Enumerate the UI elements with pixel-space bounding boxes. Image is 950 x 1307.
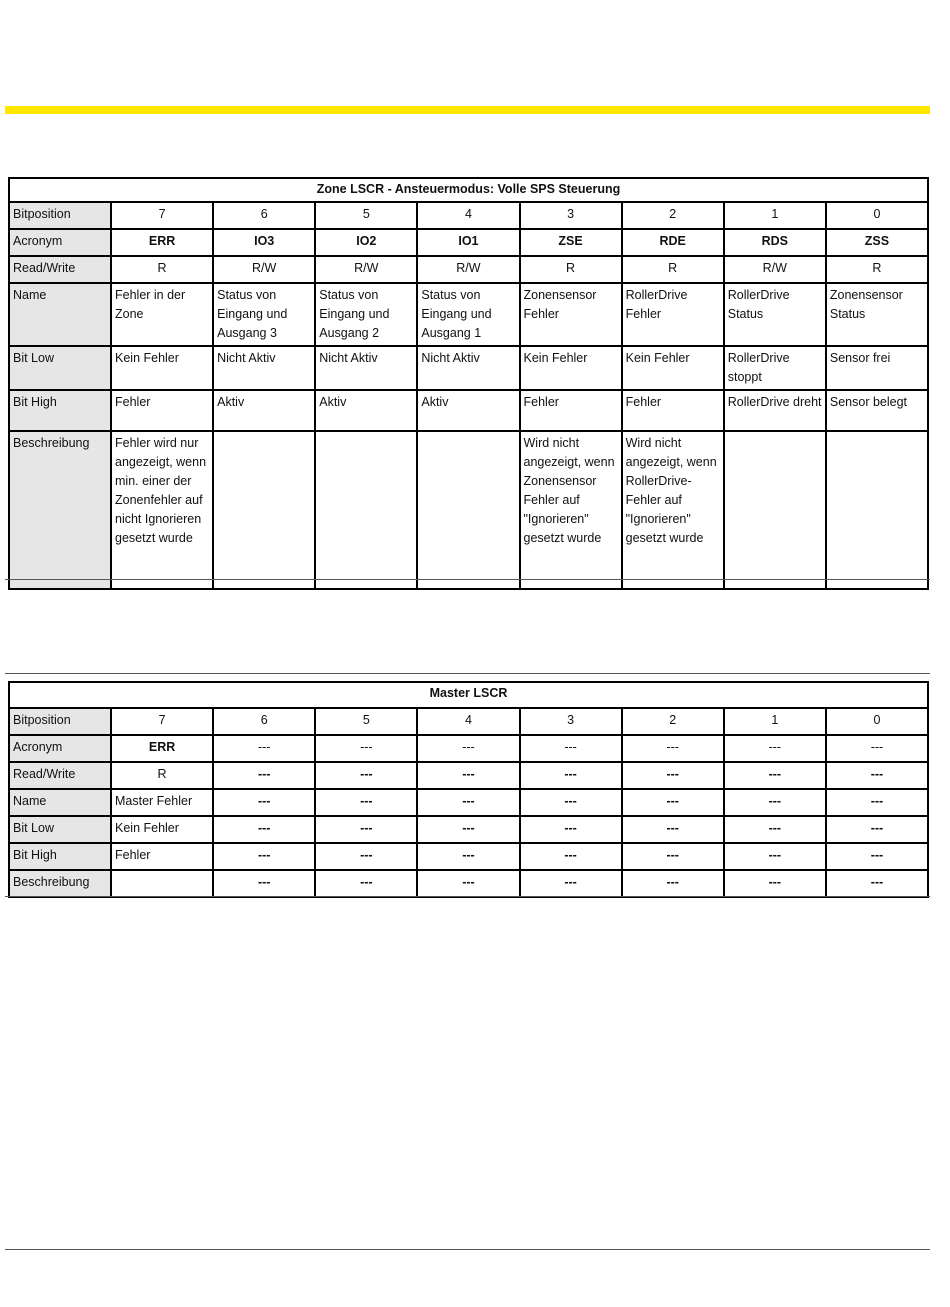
bit-high-cell: RollerDrive dreht bbox=[724, 390, 826, 431]
table-row bbox=[9, 816, 928, 843]
acronym-cell: ZSS bbox=[826, 229, 928, 256]
bit-low-cell: Nicht Aktiv bbox=[315, 346, 417, 390]
bitposition-cell: 5 bbox=[315, 708, 417, 735]
bitposition-cell: 0 bbox=[826, 202, 928, 229]
empty-cell: --- bbox=[724, 870, 826, 897]
zone-lscr-table bbox=[8, 177, 929, 590]
read-write-cell: R/W bbox=[315, 256, 417, 283]
master-lscr-table bbox=[8, 681, 929, 898]
bit-high-cell: Aktiv bbox=[213, 390, 315, 431]
read-write-cell: R/W bbox=[724, 256, 826, 283]
empty-cell: --- bbox=[520, 816, 622, 843]
read-write-cell: R/W bbox=[417, 256, 519, 283]
read-write-cell: R bbox=[111, 256, 213, 283]
empty-cell: --- bbox=[622, 735, 724, 762]
bitposition-cell: 3 bbox=[520, 202, 622, 229]
acronym-cell: ZSE bbox=[520, 229, 622, 256]
table-title: Zone LSCR - Ansteuermodus: Volle SPS Steuerung bbox=[9, 178, 928, 202]
table-row bbox=[9, 843, 928, 870]
table-row bbox=[9, 708, 928, 735]
bit-low-cell: Kein Fehler bbox=[622, 346, 724, 390]
bitposition-cell: 5 bbox=[315, 202, 417, 229]
table-row bbox=[9, 202, 928, 229]
read-write-cell: R bbox=[622, 256, 724, 283]
table-row bbox=[9, 431, 928, 589]
beschreibung-cell bbox=[213, 431, 315, 589]
empty-cell: --- bbox=[622, 843, 724, 870]
row-label: Acronym bbox=[9, 735, 111, 762]
empty-cell: --- bbox=[315, 843, 417, 870]
title-row bbox=[9, 178, 928, 202]
empty-cell: --- bbox=[315, 789, 417, 816]
acronym-cell: RDS bbox=[724, 229, 826, 256]
bit-low-cell: Kein Fehler bbox=[111, 346, 213, 390]
table-title: Master LSCR bbox=[9, 682, 928, 708]
acronym-cell: IO1 bbox=[417, 229, 519, 256]
bitposition-cell: 1 bbox=[724, 202, 826, 229]
empty-cell: --- bbox=[315, 870, 417, 897]
table-row bbox=[9, 256, 928, 283]
bit-low-cell: Nicht Aktiv bbox=[213, 346, 315, 390]
table-row bbox=[9, 229, 928, 256]
empty-cell: --- bbox=[417, 870, 519, 897]
divider bbox=[5, 673, 930, 674]
acronym-cell: RDE bbox=[622, 229, 724, 256]
empty-cell: --- bbox=[826, 762, 928, 789]
empty-cell: --- bbox=[417, 735, 519, 762]
acronym-cell: IO3 bbox=[213, 229, 315, 256]
empty-cell: --- bbox=[315, 816, 417, 843]
read-write-cell: R bbox=[111, 762, 213, 789]
accent-bar bbox=[5, 106, 930, 114]
row-label: Bit High bbox=[9, 843, 111, 870]
empty-cell: --- bbox=[826, 816, 928, 843]
name-cell: Status von Eingang und Ausgang 3 bbox=[213, 283, 315, 346]
footer-divider bbox=[5, 1249, 930, 1250]
bit-high-cell: Sensor belegt bbox=[826, 390, 928, 431]
name-cell: Fehler in der Zone bbox=[111, 283, 213, 346]
empty-cell: --- bbox=[826, 870, 928, 897]
beschreibung-cell bbox=[111, 870, 213, 897]
row-label: Bit Low bbox=[9, 816, 111, 843]
bit-high-cell: Fehler bbox=[520, 390, 622, 431]
empty-cell: --- bbox=[213, 816, 315, 843]
empty-cell: --- bbox=[520, 843, 622, 870]
empty-cell: --- bbox=[724, 843, 826, 870]
name-cell: Zonensensor Status bbox=[826, 283, 928, 346]
empty-cell: --- bbox=[213, 735, 315, 762]
row-label: Name bbox=[9, 283, 111, 346]
acronym-cell: ERR bbox=[111, 735, 213, 762]
row-label: Name bbox=[9, 789, 111, 816]
bit-high-cell: Fehler bbox=[111, 843, 213, 870]
name-cell: Master Fehler bbox=[111, 789, 213, 816]
bit-low-cell: Kein Fehler bbox=[111, 816, 213, 843]
title-row bbox=[9, 682, 928, 708]
read-write-cell: R bbox=[826, 256, 928, 283]
bitposition-cell: 4 bbox=[417, 202, 519, 229]
beschreibung-cell: Wird nicht angezeigt, wenn RollerDrive-Fehler auf "Ignorieren" gesetzt wurde bbox=[622, 431, 724, 589]
empty-cell: --- bbox=[724, 789, 826, 816]
empty-cell: --- bbox=[213, 789, 315, 816]
row-label: Acronym bbox=[9, 229, 111, 256]
name-cell: RollerDrive Fehler bbox=[622, 283, 724, 346]
empty-cell: --- bbox=[417, 762, 519, 789]
bitposition-cell: 3 bbox=[520, 708, 622, 735]
bitposition-cell: 4 bbox=[417, 708, 519, 735]
name-cell: Status von Eingang und Ausgang 2 bbox=[315, 283, 417, 346]
bitposition-cell: 1 bbox=[724, 708, 826, 735]
divider bbox=[5, 896, 930, 897]
empty-cell: --- bbox=[315, 762, 417, 789]
beschreibung-cell bbox=[315, 431, 417, 589]
empty-cell: --- bbox=[622, 762, 724, 789]
empty-cell: --- bbox=[520, 762, 622, 789]
row-label: Bitposition bbox=[9, 708, 111, 735]
bit-high-cell: Aktiv bbox=[315, 390, 417, 431]
empty-cell: --- bbox=[622, 870, 724, 897]
empty-cell: --- bbox=[417, 843, 519, 870]
table-row bbox=[9, 762, 928, 789]
row-label: Read/Write bbox=[9, 256, 111, 283]
row-label: Beschreibung bbox=[9, 431, 111, 589]
row-label: Bit Low bbox=[9, 346, 111, 390]
acronym-cell: ERR bbox=[111, 229, 213, 256]
bit-low-cell: RollerDrive stoppt bbox=[724, 346, 826, 390]
bit-high-cell: Fehler bbox=[622, 390, 724, 431]
bitposition-cell: 6 bbox=[213, 708, 315, 735]
bitposition-cell: 2 bbox=[622, 202, 724, 229]
bitposition-cell: 7 bbox=[111, 708, 213, 735]
empty-cell: --- bbox=[520, 789, 622, 816]
divider bbox=[5, 579, 930, 580]
bitposition-cell: 7 bbox=[111, 202, 213, 229]
beschreibung-cell bbox=[826, 431, 928, 589]
name-cell: Status von Eingang und Ausgang 1 bbox=[417, 283, 519, 346]
empty-cell: --- bbox=[622, 816, 724, 843]
row-label: Bitposition bbox=[9, 202, 111, 229]
beschreibung-cell bbox=[417, 431, 519, 589]
row-label: Beschreibung bbox=[9, 870, 111, 897]
empty-cell: --- bbox=[417, 816, 519, 843]
empty-cell: --- bbox=[417, 789, 519, 816]
empty-cell: --- bbox=[826, 735, 928, 762]
empty-cell: --- bbox=[213, 843, 315, 870]
bitposition-cell: 6 bbox=[213, 202, 315, 229]
bit-low-cell: Kein Fehler bbox=[520, 346, 622, 390]
empty-cell: --- bbox=[213, 762, 315, 789]
read-write-cell: R/W bbox=[213, 256, 315, 283]
beschreibung-cell: Wird nicht angezeigt, wenn Zonensensor Fehler auf "Ignorieren" gesetzt wurde bbox=[520, 431, 622, 589]
row-label: Bit High bbox=[9, 390, 111, 431]
acronym-cell: IO2 bbox=[315, 229, 417, 256]
beschreibung-cell bbox=[724, 431, 826, 589]
empty-cell: --- bbox=[724, 735, 826, 762]
empty-cell: --- bbox=[826, 789, 928, 816]
bit-low-cell: Nicht Aktiv bbox=[417, 346, 519, 390]
empty-cell: --- bbox=[724, 762, 826, 789]
table-row bbox=[9, 283, 928, 346]
bit-low-cell: Sensor frei bbox=[826, 346, 928, 390]
beschreibung-cell: Fehler wird nur angezeigt, wenn min. einer der Zonenfehler auf nicht Ignorieren gesetzt wurde bbox=[111, 431, 213, 589]
row-label: Read/Write bbox=[9, 762, 111, 789]
empty-cell: --- bbox=[520, 735, 622, 762]
empty-cell: --- bbox=[315, 735, 417, 762]
bit-high-cell: Fehler bbox=[111, 390, 213, 431]
table-row bbox=[9, 390, 928, 431]
empty-cell: --- bbox=[622, 789, 724, 816]
table-row bbox=[9, 789, 928, 816]
empty-cell: --- bbox=[520, 870, 622, 897]
bitposition-cell: 0 bbox=[826, 708, 928, 735]
table-row bbox=[9, 735, 928, 762]
name-cell: Zonensensor Fehler bbox=[520, 283, 622, 346]
bitposition-cell: 2 bbox=[622, 708, 724, 735]
bit-high-cell: Aktiv bbox=[417, 390, 519, 431]
read-write-cell: R bbox=[520, 256, 622, 283]
name-cell: RollerDrive Status bbox=[724, 283, 826, 346]
table-row bbox=[9, 346, 928, 390]
table-row bbox=[9, 870, 928, 897]
empty-cell: --- bbox=[724, 816, 826, 843]
empty-cell: --- bbox=[826, 843, 928, 870]
empty-cell: --- bbox=[213, 870, 315, 897]
